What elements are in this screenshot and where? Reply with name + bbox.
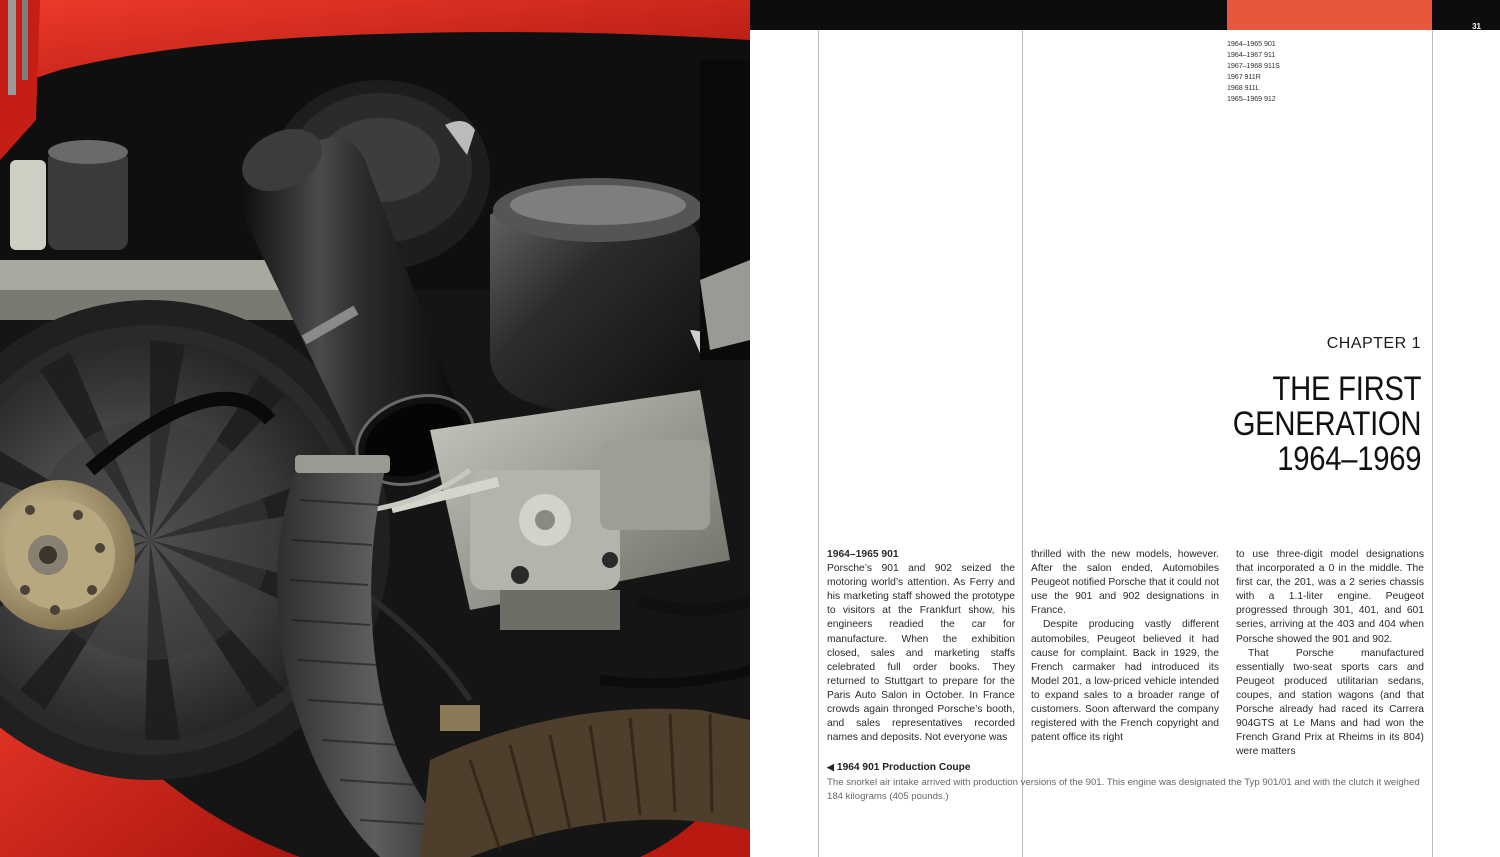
section-subhead: 1964–1965 901: [827, 549, 899, 560]
body-paragraph: to use three-digit model designations that incorporated a 0 in the middle. The first car, the 201, was a 2 series chassis with a 1.1-liter engine. Peugeot progressed through 301, 401, and 601 series, arriving at the 403 and 404 when Porsche showed the 901 and 902.: [1236, 549, 1424, 645]
chapter-title-line: THE FIRST: [1272, 370, 1421, 408]
column-rule-left: [818, 30, 819, 857]
column-rule-right: [1432, 30, 1433, 857]
body-paragraph: That Porsche manufactured essentially two-seat sports cars and Peugeot produced utilitarian sedans, coupes, and station wagons (and that Porsche already had raced its Carrera 904GTS at Le Mans and had won the French Grand Prix at Rheims in its 804) were matters: [1236, 647, 1424, 758]
book-page: [750, 0, 1500, 857]
body-column-2: [1031, 548, 1219, 745]
chronology-list: [1227, 38, 1280, 104]
photo-caption: [827, 760, 1427, 804]
page-number: 31: [1472, 22, 1481, 31]
left-arrow-icon: ◀: [827, 762, 834, 772]
body-paragraph: Porsche’s 901 and 902 seized the motoring world’s attention. As Ferry and his marketing staff showed the prototype to visitors at the Frankfurt show, his engineers readied the car for manufacture. When the exhibition closed, sales and marketing staffs celebrated full order books. They returned to Stuttgart to prepare for the Paris Auto Salon in October. In France crowds again thronged Porsche’s booth, and sales representatives recorded names and deposits. Not everyone was: [827, 563, 1015, 744]
chronology-item: 1965–1969 912: [1227, 94, 1276, 103]
caption-text: The snorkel air intake arrived with production versions of the 901. This engine was designated the Typ 901/01 and with the clutch it weighed 184 kilograms (405 pounds.): [827, 777, 1420, 802]
chapter-title-line: GENERATION: [1232, 405, 1421, 443]
caption-title-text: 1964 901 Production Coupe: [836, 762, 971, 773]
top-bar-accent: [1227, 0, 1432, 30]
column-rule-middle: [1022, 30, 1023, 857]
body-column-3: [1236, 548, 1424, 759]
chapter-label: CHAPTER 1: [1326, 335, 1421, 352]
chronology-item: 1967–1968 911S: [1227, 61, 1280, 70]
chronology-item: 1964–1965 901: [1227, 39, 1276, 48]
chronology-item: 1964–1967 911: [1227, 50, 1276, 59]
chronology-item: 1968 911L: [1227, 83, 1260, 92]
chapter-title: [1232, 372, 1421, 477]
body-column-1: [827, 548, 1015, 745]
body-paragraph: thrilled with the new models, however. After the salon ended, Automobiles Peugeot notified Porsche that it could not use the 901 and 902 designations in France.: [1031, 549, 1219, 617]
caption-title: [827, 760, 1427, 775]
chronology-item: 1967 911R: [1227, 72, 1261, 81]
chapter-title-line: 1964–1969: [1276, 440, 1421, 478]
body-paragraph: Despite producing vastly different automobiles, Peugeot believed it had cause for complaint. Back in 1929, the French carmaker had introduced its Model 201, a low-priced vehicle intended to expand sales to a broader range of customers. Soon afterward the company registered with the French copyright and patent office its right: [1031, 619, 1219, 744]
